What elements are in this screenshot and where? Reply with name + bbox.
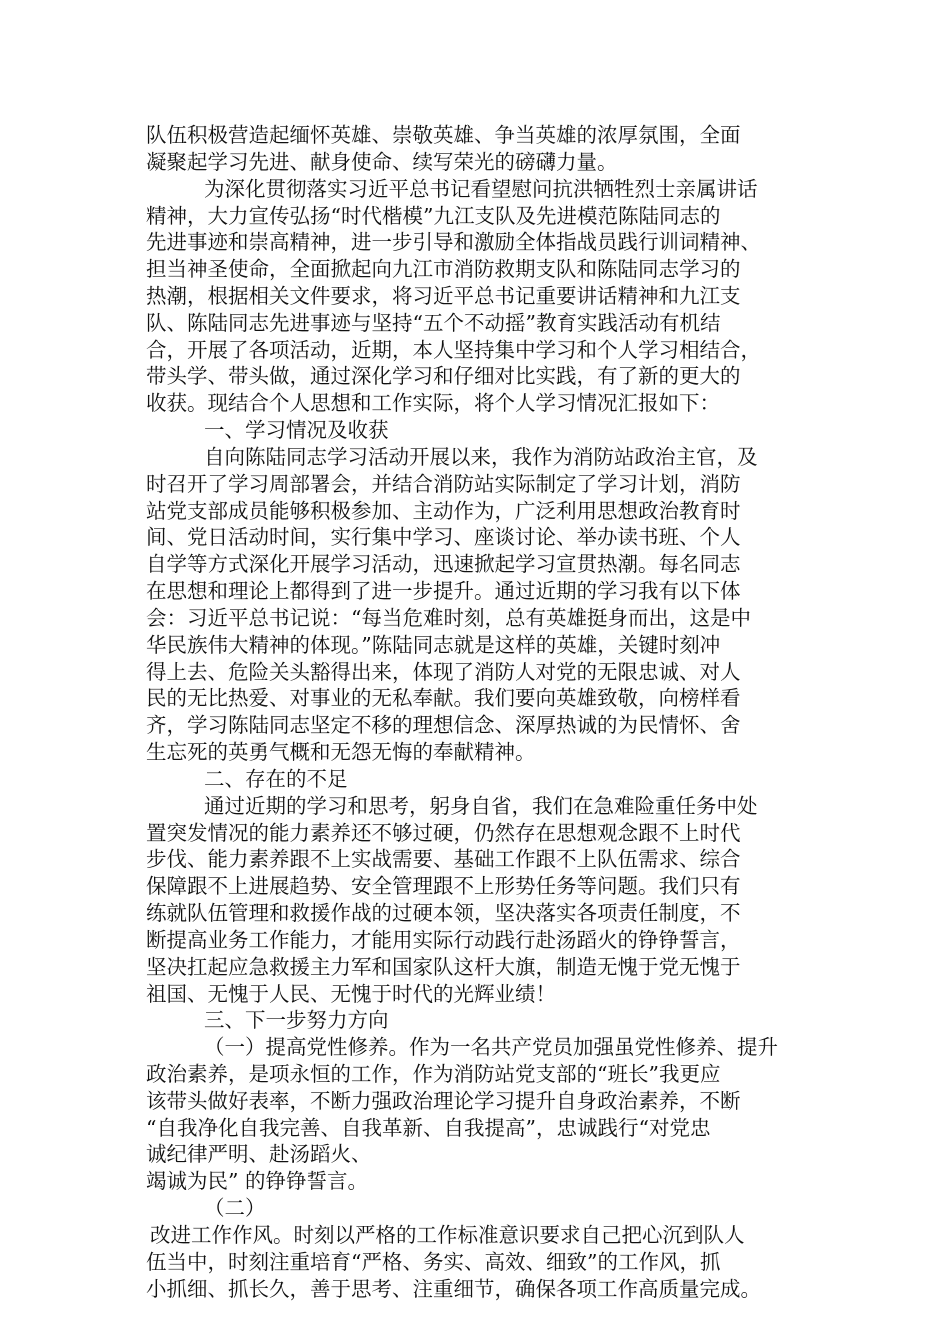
text-line: 时召开了学习周部署会，并结合消防站实际制定了学习计划，消防 [146, 472, 741, 496]
text-line: 置突发情况的能力素养还不够过硬，仍然存在思想观念跟不上时代 [146, 821, 741, 845]
text-line: 得上去、危险关头豁得出来，体现了消防人对党的无限忠诚、对人 [146, 660, 741, 684]
text-line: 祖国、无愧于人民、无愧于时代的光辉业绩！ [146, 982, 556, 1006]
text-line: 生忘死的英勇气概和无怨无悔的奉献精神。 [146, 740, 536, 764]
text-line: 练就队伍管理和救援作战的过硬本领，坚决落实各项责任制度，不 [146, 901, 741, 925]
text-line: 精神，大力宣传弘扬“时代楷模”九江支队及先进模范陈陆同志的 [146, 204, 721, 228]
paragraph-first-line: 为深化贯彻落实习近平总书记看望慰问抗洪牺牲烈士亲属讲话 [204, 177, 758, 201]
paragraph-first-line: （一）提高党性修养。作为一名共产党员加强虽党性修养、提升 [204, 1035, 778, 1059]
text-line: “自我净化自我完善、自我革新、自我提高”，忠诚践行“对党忠 [146, 1116, 711, 1140]
text-line: 自学等方式深化开展学习活动，迅速掀起学习宣贯热潮。每名同志 [146, 552, 741, 576]
text-line: 伍当中，时刻注重培育“严格、务实、高效、细致”的工作风，抓 [146, 1250, 721, 1274]
text-line: 诚纪律严明、赴汤蹈火、 [146, 1142, 372, 1166]
text-line: 齐，学习陈陆同志坚定不移的理想信念、深厚热诚的为民情怀、舍 [146, 713, 741, 737]
text-line: 坚决扛起应急救援主力军和国家队这杆大旗，制造无愧于党无愧于 [146, 955, 741, 979]
text-line: 间、党日活动时间，实行集中学习、座谈讨论、举办读书班、个人 [146, 525, 741, 549]
text-line: 民的无比热爱、对事业的无私奉献。我们要向英雄致敬，向榜样看 [146, 686, 741, 710]
text-line: 竭诚为民” 的铮铮誓言。 [146, 1169, 368, 1193]
text-line: 该带头做好表率，不断力强政治理论学习提升自身政治素养，不断 [146, 1089, 741, 1113]
text-line: 担当神圣使命，全面掀起向九江市消防救期支队和陈陆同志学习的 [146, 257, 741, 281]
text-line: 政治素养，是项永恒的工作，作为消防站党支部的“班长”我更应 [146, 1062, 721, 1086]
text-line: 凝聚起学习先进、献身使命、续写荣光的磅礴力量。 [146, 150, 618, 174]
text-line: 步伐、能力素养跟不上实战需要、基础工作跟不上队伍需求、综合 [146, 847, 741, 871]
text-line: 站党支部成员能够积极参加、主动作为，广泛利用思想政治教育时 [146, 499, 741, 523]
text-line: 在思想和理论上都得到了进一步提升。通过近期的学习我有以下体 [146, 579, 741, 603]
text-line: 断提高业务工作能力，才能用实际行动践行赴汤蹈火的铮铮誓言， [146, 928, 741, 952]
paragraph-first-line: 通过近期的学习和思考，躬身自省，我们在急难险重任务中处 [204, 794, 758, 818]
text-line: 带头学、带头做，通过深化学习和仔细对比实践，有了新的更大的 [146, 364, 741, 388]
subsection-number: （二） [204, 1196, 266, 1220]
text-line: 华民族伟大精神的体现。”陈陆同志就是这样的英雄，关键时刻冲 [146, 633, 721, 657]
text-line: 合，开展了各项活动，近期，本人坚持集中学习和个人学习相结合， [146, 338, 761, 362]
text-line: 队、陈陆同志先进事迹与坚持“五个不动摇”教育实践活动有机结 [146, 311, 721, 335]
text-line: 队伍积极营造起缅怀英雄、崇敬英雄、争当英雄的浓厚氛围，全面 [146, 123, 741, 147]
text-line: 改进工作作风。时刻以严格的工作标准意识要求自己把心沉到队人 [150, 1223, 745, 1247]
text-line: 小抓细、抓长久，善于思考、注重细节，确保各项工作高质量完成。 [146, 1277, 761, 1301]
text-line: 热潮，根据相关文件要求，将习近平总书记重要讲话精神和九江支 [146, 284, 741, 308]
section-heading-2: 二、存在的不足 [204, 767, 348, 791]
section-heading-3: 三、下一步努力方向 [204, 1008, 389, 1032]
text-line: 收获。现结合个人思想和工作实际，将个人学习情况汇报如下： [146, 391, 720, 415]
text-line: 保障跟不上进展趋势、安全管理跟不上形势任务等问题。我们只有 [146, 874, 741, 898]
text-line: 先进事迹和崇高精神，进一步引导和激励全体指战员践行训词精神、 [146, 230, 761, 254]
paragraph-first-line: 自向陈陆同志学习活动开展以来，我作为消防站政治主官，及 [204, 445, 758, 469]
text-line: 会：习近平总书记说：“每当危难时刻，总有英雄挺身而出，这是中 [146, 606, 751, 630]
section-heading-1: 一、学习情况及收获 [204, 418, 389, 442]
